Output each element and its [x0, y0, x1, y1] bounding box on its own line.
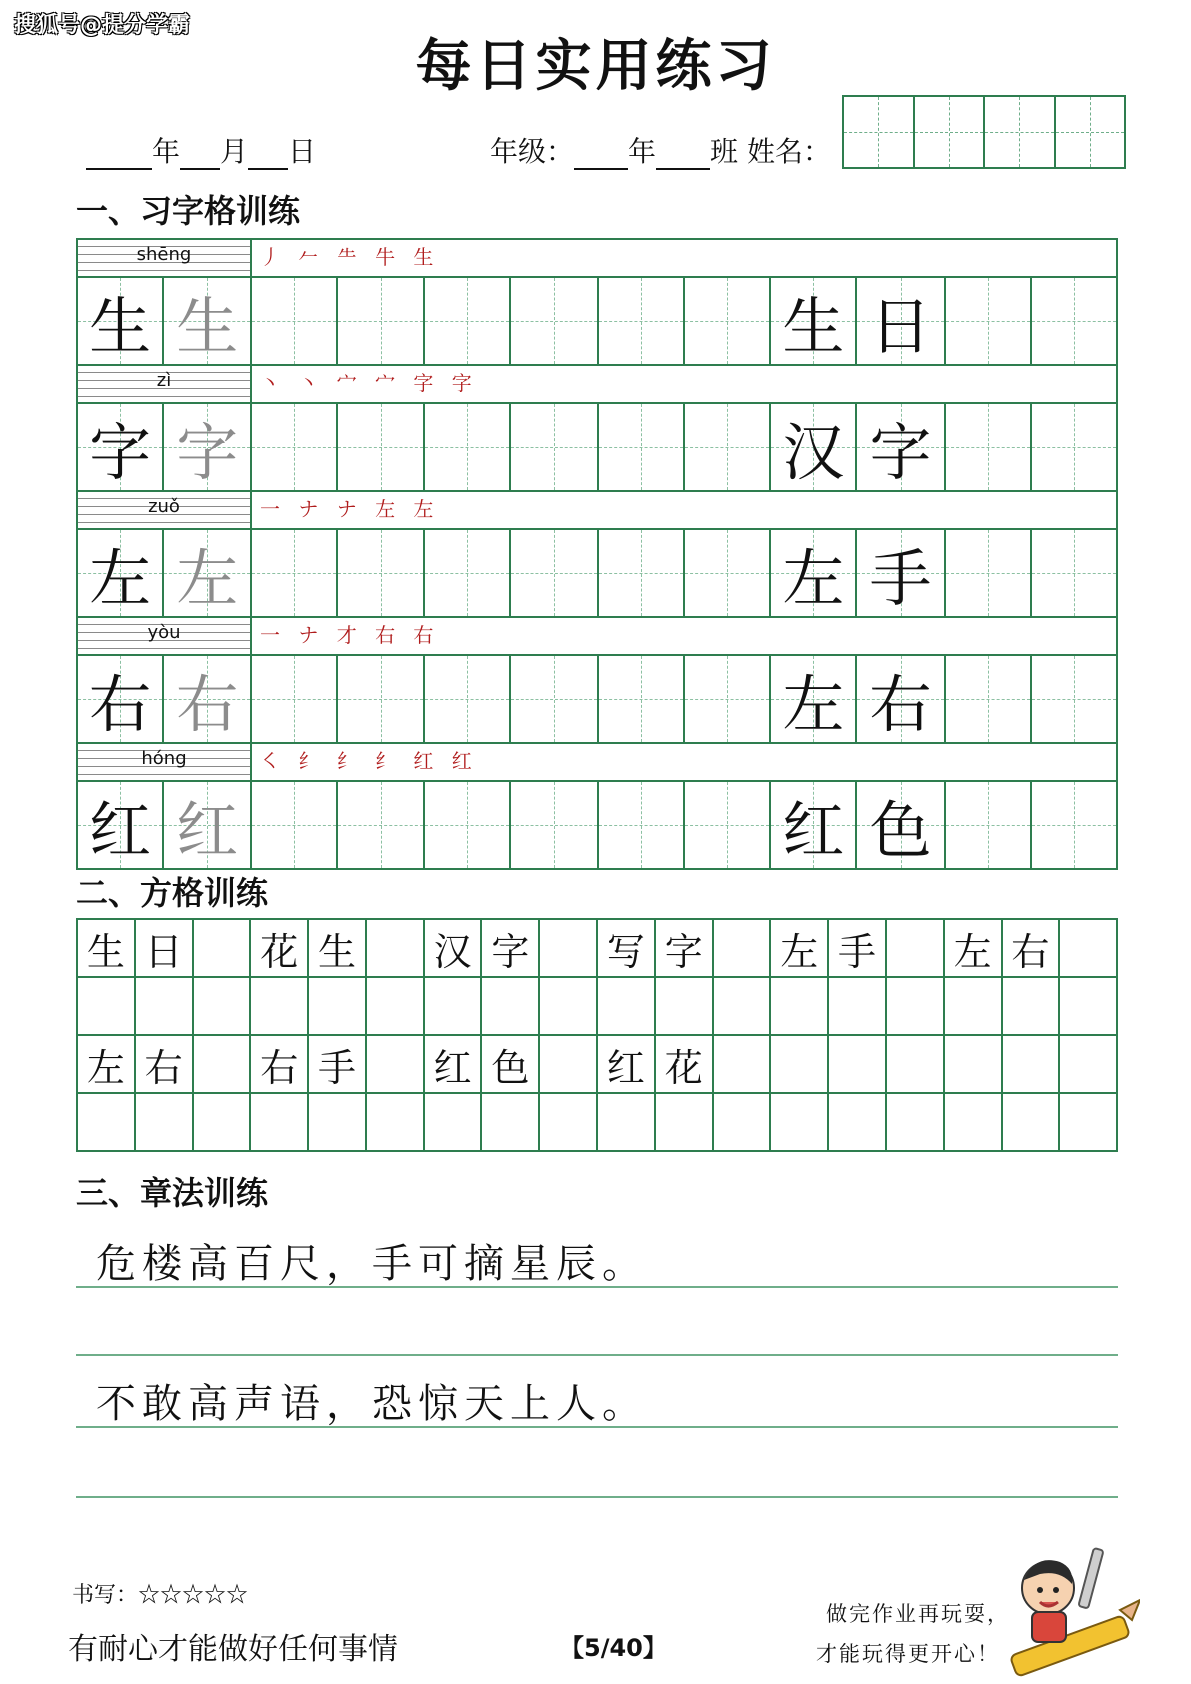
grid-cell[interactable] [309, 978, 367, 1034]
grid-cell[interactable] [829, 1094, 887, 1150]
grid-cell[interactable]: 手 [309, 1036, 367, 1092]
grid-cell[interactable] [540, 920, 598, 976]
grid-cell[interactable]: 花 [656, 1036, 714, 1092]
grid-cell[interactable] [194, 1094, 252, 1150]
grid-cell[interactable] [367, 1094, 425, 1150]
pinyin-cell [78, 618, 252, 654]
name-label: 姓名： [746, 135, 831, 168]
word-character [771, 656, 857, 742]
character-row [76, 780, 1118, 870]
practice-cell[interactable] [685, 782, 771, 868]
square-grid [76, 918, 1118, 1152]
practice-cell[interactable] [252, 278, 338, 364]
pinyin-cell [78, 492, 252, 528]
rating-stars[interactable]: 书写：☆☆☆☆☆ [72, 1583, 249, 1608]
grid-cell[interactable] [136, 978, 194, 1034]
character-text: 右 [89, 667, 152, 741]
year-blank[interactable] [86, 142, 152, 170]
section-3-heading: 三、章法训练 [76, 1174, 269, 1212]
grid-cell[interactable] [482, 1094, 540, 1150]
practice-cell[interactable] [425, 656, 511, 742]
practice-cell[interactable] [946, 656, 1032, 742]
practice-cell[interactable] [425, 278, 511, 364]
page-title: 每日实用练习 [415, 34, 776, 99]
character-text: 日 [869, 289, 932, 363]
practice-cell[interactable] [946, 278, 1032, 364]
grid-cell[interactable] [714, 978, 772, 1034]
practice-cell[interactable] [252, 782, 338, 868]
pinyin-row [76, 742, 1118, 780]
practice-cell[interactable] [425, 404, 511, 490]
grid-cell[interactable] [367, 920, 425, 976]
grid-cell[interactable] [714, 920, 772, 976]
character-text: 左 [89, 541, 152, 615]
practice-cell[interactable] [946, 530, 1032, 616]
practice-grid [76, 238, 1118, 870]
word-character [857, 656, 945, 742]
grade-line [490, 130, 831, 170]
pinyin-cell [78, 240, 252, 276]
grid-cell[interactable] [136, 1094, 194, 1150]
grid-cell[interactable]: 花 [251, 920, 309, 976]
grid-cell[interactable]: 汉 [425, 920, 483, 976]
word-character [771, 782, 857, 868]
grid-cell[interactable] [251, 1094, 309, 1150]
class-blank[interactable] [656, 142, 710, 170]
stroke-order: 一 ナ ナ 左 左 [260, 497, 440, 521]
grid-cell[interactable] [714, 1094, 772, 1150]
practice-cell[interactable] [685, 656, 771, 742]
grid-cell[interactable] [945, 1094, 1003, 1150]
practice-cell[interactable] [599, 656, 685, 742]
word-character [771, 530, 857, 616]
grid-cell[interactable] [771, 978, 829, 1034]
character-text: 红 [782, 793, 845, 867]
grid-cell[interactable]: 手 [829, 920, 887, 976]
character-row [76, 654, 1118, 742]
grid-cell[interactable] [425, 1094, 483, 1150]
model-character [78, 656, 164, 742]
character-text: 汉 [782, 415, 845, 489]
grid-cell[interactable] [1003, 1094, 1061, 1150]
grid-cell[interactable]: 红 [598, 1036, 656, 1092]
grid-cell[interactable] [367, 978, 425, 1034]
grid-cell[interactable] [829, 978, 887, 1034]
pinyin-cell [78, 744, 252, 780]
pinyin-label: zì [156, 370, 172, 391]
grid-cell[interactable] [367, 1036, 425, 1092]
stroke-order: 丶 丶 宀 宀 字 字 [260, 371, 478, 395]
model-character [78, 530, 164, 616]
day-label: 日 [288, 135, 317, 168]
grid-cell[interactable] [194, 920, 252, 976]
tip-line-2: 才能玩得更开心！ [816, 1642, 1000, 1666]
grid-cell[interactable] [309, 1094, 367, 1150]
writing-line[interactable] [76, 1354, 1118, 1356]
year-label: 年 [152, 135, 181, 168]
grid-cell[interactable]: 右 [136, 1036, 194, 1092]
character-text: 字 [89, 415, 152, 489]
character-text: 红 [89, 793, 152, 867]
practice-cell[interactable] [599, 782, 685, 868]
grid-cell[interactable] [194, 978, 252, 1034]
grade-label: 年级： [490, 135, 575, 168]
character-text: 左 [782, 541, 845, 615]
trace-character[interactable] [164, 278, 252, 364]
practice-cell[interactable] [599, 278, 685, 364]
character-text: 右 [176, 667, 239, 741]
practice-cell[interactable] [685, 404, 771, 490]
writing-line[interactable] [76, 1426, 1118, 1428]
month-label: 月 [220, 135, 249, 168]
grid-cell[interactable]: 红 [425, 1036, 483, 1092]
grid-cell[interactable] [482, 978, 540, 1034]
practice-cell[interactable] [252, 656, 338, 742]
word-character [857, 782, 945, 868]
pinyin-row [76, 238, 1118, 276]
word-character [771, 404, 857, 490]
grid-cell[interactable] [194, 1036, 252, 1092]
grid-cell[interactable] [425, 978, 483, 1034]
model-character [78, 278, 164, 364]
practice-cell[interactable] [425, 530, 511, 616]
model-character [78, 404, 164, 490]
grid-cell[interactable] [78, 978, 136, 1034]
verse-line-2: 不敢高声语，恐惊天上人。 [96, 1381, 648, 1427]
grid-cell[interactable] [1003, 978, 1061, 1034]
practice-cell[interactable] [338, 530, 424, 616]
grid-cell[interactable] [771, 1036, 829, 1092]
name-cell[interactable] [844, 97, 915, 167]
month-blank[interactable] [180, 142, 220, 170]
model-character [78, 782, 164, 868]
grid-cell[interactable] [887, 1036, 945, 1092]
grade-year-label: 年 [628, 135, 657, 168]
name-cell[interactable] [985, 97, 1056, 167]
date-line [86, 130, 316, 170]
grid-cell[interactable] [945, 978, 1003, 1034]
grid-cell[interactable]: 写 [598, 920, 656, 976]
name-cell[interactable] [1056, 97, 1125, 167]
character-text: 字 [869, 415, 932, 489]
grid-cell[interactable] [829, 1036, 887, 1092]
grid-cell[interactable]: 左 [945, 920, 1003, 976]
tip-line-1: 做完作业再玩耍， [826, 1602, 1010, 1626]
practice-cell[interactable] [685, 278, 771, 364]
character-text: 右 [869, 667, 932, 741]
word-character [857, 278, 945, 364]
practice-cell[interactable] [511, 656, 599, 742]
day-blank[interactable] [248, 142, 288, 170]
character-text: 左 [782, 667, 845, 741]
trace-character[interactable] [164, 782, 252, 868]
grid-cell[interactable] [540, 1094, 598, 1150]
practice-cell[interactable] [252, 530, 338, 616]
character-text: 字 [176, 415, 239, 489]
grid-cell[interactable] [656, 1094, 714, 1150]
grid-cell[interactable]: 生 [78, 920, 136, 976]
practice-cell[interactable] [425, 782, 511, 868]
character-row [76, 528, 1118, 616]
pinyin-row [76, 364, 1118, 402]
verse-line-1: 危楼高百尺，手可摘星辰。 [96, 1241, 648, 1287]
practice-cell[interactable] [1032, 530, 1116, 616]
pinyin-label: shēng [136, 244, 192, 265]
practice-cell[interactable] [599, 404, 685, 490]
grid-cell[interactable] [1003, 1036, 1061, 1092]
stroke-order: 丿 𠂉 ⺧ 牛 生 [260, 245, 440, 269]
class-label: 班 [710, 135, 739, 168]
grid-cell[interactable] [598, 978, 656, 1034]
name-cell[interactable] [915, 97, 986, 167]
grid-cell[interactable] [598, 1094, 656, 1150]
grid-cell[interactable]: 右 [251, 1036, 309, 1092]
character-text: 生 [89, 289, 152, 363]
trace-character[interactable] [164, 404, 252, 490]
grid-cell[interactable] [1060, 1094, 1116, 1150]
pinyin-row [76, 490, 1118, 528]
grid-cell[interactable] [714, 1036, 772, 1092]
grid-cell[interactable] [887, 1094, 945, 1150]
practice-cell[interactable] [338, 656, 424, 742]
word-character [857, 404, 945, 490]
practice-cell[interactable] [1032, 782, 1116, 868]
pinyin-label: yòu [147, 622, 181, 643]
character-text: 手 [869, 541, 932, 615]
character-row [76, 402, 1118, 490]
trace-character[interactable] [164, 530, 252, 616]
grid-cell[interactable] [656, 978, 714, 1034]
grid-row [76, 1034, 1118, 1092]
grid-cell[interactable]: 左 [78, 1036, 136, 1092]
practice-cell[interactable] [511, 530, 599, 616]
practice-cell[interactable] [338, 278, 424, 364]
practice-cell[interactable] [511, 404, 599, 490]
page-number: 【5/40】 [560, 1634, 667, 1662]
practice-cell[interactable] [599, 530, 685, 616]
writing-line[interactable] [76, 1286, 1118, 1288]
grid-cell[interactable] [1060, 1036, 1116, 1092]
practice-cell[interactable] [1032, 656, 1116, 742]
section-2-heading: 二、方格训练 [76, 874, 269, 912]
character-text: 色 [869, 793, 932, 867]
motto: 有耐心才能做好任何事情 [68, 1632, 398, 1667]
grid-cell[interactable] [771, 1094, 829, 1150]
practice-cell[interactable] [338, 782, 424, 868]
grid-cell[interactable]: 生 [309, 920, 367, 976]
grid-cell[interactable] [887, 978, 945, 1034]
grid-cell[interactable] [1060, 978, 1116, 1034]
grid-cell[interactable] [887, 920, 945, 976]
name-box[interactable] [842, 95, 1126, 169]
practice-cell[interactable] [511, 278, 599, 364]
character-row [76, 276, 1118, 364]
grid-cell[interactable]: 字 [656, 920, 714, 976]
practice-cell[interactable] [685, 530, 771, 616]
grid-cell[interactable] [78, 1094, 136, 1150]
grid-cell[interactable] [945, 1036, 1003, 1092]
practice-cell[interactable] [511, 782, 599, 868]
practice-cell[interactable] [1032, 278, 1116, 364]
grid-row [76, 976, 1118, 1034]
pinyin-label: hóng [141, 748, 187, 769]
grid-cell[interactable]: 色 [482, 1036, 540, 1092]
pinyin-label: zuǒ [148, 496, 180, 517]
practice-cell[interactable] [946, 782, 1032, 868]
stroke-order: ㇛ 纟 纟 纟 红 红 [260, 749, 478, 773]
grid-cell[interactable] [540, 978, 598, 1034]
word-character [771, 278, 857, 364]
boy-with-pencil-illustration [990, 1540, 1140, 1680]
grid-cell[interactable] [1060, 920, 1116, 976]
pinyin-cell [78, 366, 252, 402]
writing-line[interactable] [76, 1496, 1118, 1498]
character-text: 左 [176, 541, 239, 615]
character-text: 生 [176, 289, 239, 363]
pinyin-row [76, 616, 1118, 654]
grid-cell[interactable]: 日 [136, 920, 194, 976]
character-text: 红 [176, 793, 239, 867]
section-1-heading: 一、习字格训练 [76, 192, 301, 230]
character-text: 生 [782, 289, 845, 363]
grade-year-blank[interactable] [574, 142, 628, 170]
grid-cell[interactable]: 左 [771, 920, 829, 976]
trace-character[interactable] [164, 656, 252, 742]
grid-cell[interactable]: 字 [482, 920, 540, 976]
practice-cell[interactable] [338, 404, 424, 490]
grid-row [76, 1092, 1118, 1152]
grid-cell[interactable] [251, 978, 309, 1034]
practice-cell[interactable] [1032, 404, 1116, 490]
grid-cell[interactable]: 右 [1003, 920, 1061, 976]
practice-cell[interactable] [946, 404, 1032, 490]
stroke-order: 一 ナ 才 右 右 [260, 623, 440, 647]
word-character [857, 530, 945, 616]
grid-row [76, 918, 1118, 976]
practice-cell[interactable] [252, 404, 338, 490]
watermark: 搜狐号@提分学霸 [14, 13, 191, 38]
grid-cell[interactable] [540, 1036, 598, 1092]
